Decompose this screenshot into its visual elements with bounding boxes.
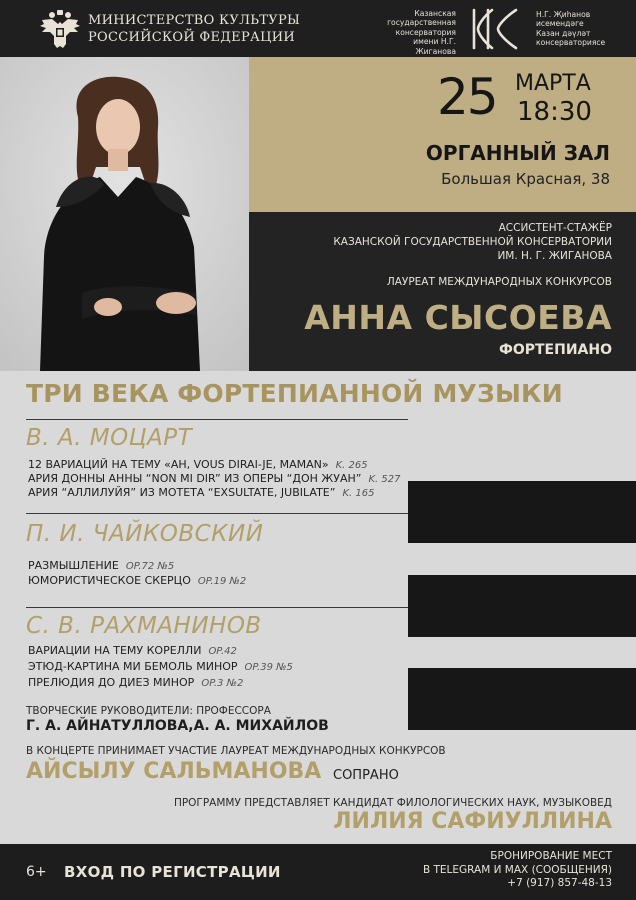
booking-line-1: БРОНИРОВАНИЕ МЕСТ xyxy=(490,850,612,862)
cons-tt-line: консерваториясе xyxy=(536,38,606,48)
performer-role-line-2: КАЗАНСКОЙ ГОСУДАРСТВЕННОЙ КОНСЕРВАТОРИИ xyxy=(333,236,612,248)
performer-photo xyxy=(0,57,249,371)
cons-tt-line: Н.Г. Җиһанов xyxy=(536,10,591,19)
header-bar xyxy=(0,0,636,57)
work-title: ВАРИАЦИИ НА ТЕМУ КОРЕЛЛИ xyxy=(28,644,202,657)
work-title: ЮМОРИСТИЧЕСКОЕ СКЕРЦО xyxy=(28,574,191,587)
registration-note: ВХОД ПО РЕГИСТРАЦИИ xyxy=(64,863,281,881)
work-opus: K. 265 xyxy=(335,460,368,471)
ministry-title xyxy=(88,12,300,46)
performer-instrument: ФОРТЕПИАНО xyxy=(498,342,612,358)
program-section xyxy=(0,371,636,844)
work-item xyxy=(28,644,237,659)
guest-label: В КОНЦЕРТЕ ПРИНИМАЕТ УЧАСТИЕ ЛАУРЕАТ МЕЖДУНАРОДНЫХ КОНКУРСОВ xyxy=(26,745,446,757)
event-hall: ОРГАННЫЙ ЗАЛ xyxy=(425,141,610,165)
work-item xyxy=(28,472,400,487)
work-opus: OP.39 №5 xyxy=(244,662,293,673)
conservatory-name-tt xyxy=(536,10,605,48)
conservatory-name-ru xyxy=(380,9,456,56)
performer-role-line-1: АССИСТЕНТ-СТАЖЁР xyxy=(498,222,612,234)
cons-tt-line: Казан дәүләт xyxy=(536,28,591,38)
work-title: АРИЯ ДОННЫ АННЫ “NON MI DIR” ИЗ ОПЕРЫ “ДОН ЖУАН” xyxy=(28,472,362,485)
work-item xyxy=(28,458,368,473)
work-title: ПРЕЛЮДИЯ ДО ДИЕЗ МИНОР xyxy=(28,676,195,689)
cons-ru-line: государственная xyxy=(387,18,456,28)
performer-role-line-3: ИМ. Н. Г. ЖИГАНОВА xyxy=(497,250,612,262)
work-title: ЭТЮД-КАРТИНА МИ БЕМОЛЬ МИНОР xyxy=(28,660,238,673)
presenter-label: ПРОГРАММУ ПРЕДСТАВЛЯЕТ КАНДИДАТ ФИЛОЛОГИЧЕСКИХ НАУК, МУЗЫКОВЕД xyxy=(173,797,612,809)
booking-info xyxy=(423,850,612,891)
work-opus: K. 165 xyxy=(342,488,375,499)
work-opus: OP.3 №2 xyxy=(201,678,244,689)
cons-ru-line: консерватория xyxy=(395,27,456,37)
cons-ru-line: Казанская xyxy=(414,9,456,18)
performer-panel xyxy=(249,212,636,371)
ministry-line-1: МИНИСТЕРСТВО КУЛЬТУРЫ xyxy=(88,13,301,28)
program-title: ТРИ ВЕКА ФОРТЕПИАННОЙ МУЗЫКИ xyxy=(26,379,563,408)
work-opus: OP.42 xyxy=(208,646,237,657)
work-item xyxy=(28,574,246,589)
performer-laureate: ЛАУРЕАТ МЕЖДУНАРОДНЫХ КОНКУРСОВ xyxy=(386,276,612,288)
date-panel xyxy=(249,57,636,212)
work-title: АРИЯ “АЛЛИЛУЙЯ” ИЗ МОТЕТА “EXSULTATE, JUBILATE” xyxy=(28,486,336,499)
divider xyxy=(26,419,408,420)
footer-bar xyxy=(0,844,636,900)
piano-key-decoration xyxy=(408,481,636,543)
work-opus: OP.19 №2 xyxy=(197,576,247,587)
presenter-name: ЛИЛИЯ САФИУЛЛИНА xyxy=(333,809,612,834)
age-rating: 6+ xyxy=(26,864,47,880)
event-address: Большая Красная, 38 xyxy=(441,170,610,188)
ministry-line-2: РОССИЙСКОЙ ФЕДЕРАЦИИ xyxy=(88,30,296,45)
cons-ru-line: имени Н.Г. Жиганова xyxy=(413,37,456,56)
divider xyxy=(26,513,408,514)
mentors-names: Г. А. АЙНАТУЛЛОВА,А. А. МИХАЙЛОВ xyxy=(26,718,329,734)
divider xyxy=(26,607,408,608)
work-item xyxy=(28,676,243,691)
cons-tt-line: исемендәге xyxy=(536,19,584,29)
performer-name: АННА СЫСОЕВА xyxy=(304,298,612,337)
composer-name: С. В. РАХМАНИНОВ xyxy=(26,613,262,639)
booking-phone[interactable]: +7 (917) 857-48-13 xyxy=(507,877,612,889)
work-item xyxy=(28,486,374,501)
guest-name: АЙСЫЛУ САЛЬМАНОВА xyxy=(26,759,322,784)
performer-portrait-image xyxy=(0,57,249,371)
guest-voice: СОПРАНО xyxy=(333,768,399,783)
work-opus: K. 527 xyxy=(368,474,401,485)
event-month: МАРТА xyxy=(515,71,591,96)
mentors-label: ТВОРЧЕСКИЕ РУКОВОДИТЕЛИ: ПРОФЕССОРА xyxy=(26,705,271,717)
kk-conservatory-logo-icon xyxy=(468,6,524,52)
composer-name: В. А. МОЦАРТ xyxy=(26,425,193,451)
composer-name: П. И. ЧАЙКОВСКИЙ xyxy=(26,521,264,547)
double-headed-eagle-icon xyxy=(38,8,82,50)
event-day: 25 xyxy=(437,68,497,126)
work-item xyxy=(28,660,293,675)
piano-key-decoration xyxy=(408,668,636,730)
work-title: 12 ВАРИАЦИЙ НА ТЕМУ «AH, VOUS DIRAI-JE, MAMAN» xyxy=(28,458,329,471)
work-title: РАЗМЫШЛЕНИЕ xyxy=(28,559,119,572)
piano-key-decoration xyxy=(408,575,636,637)
work-opus: OP.72 №5 xyxy=(125,561,175,572)
event-time: 18:30 xyxy=(517,97,592,127)
booking-line-2: В TELEGRAM И MAX (СООБЩЕНИЯ) xyxy=(422,863,612,876)
work-item xyxy=(28,559,174,574)
